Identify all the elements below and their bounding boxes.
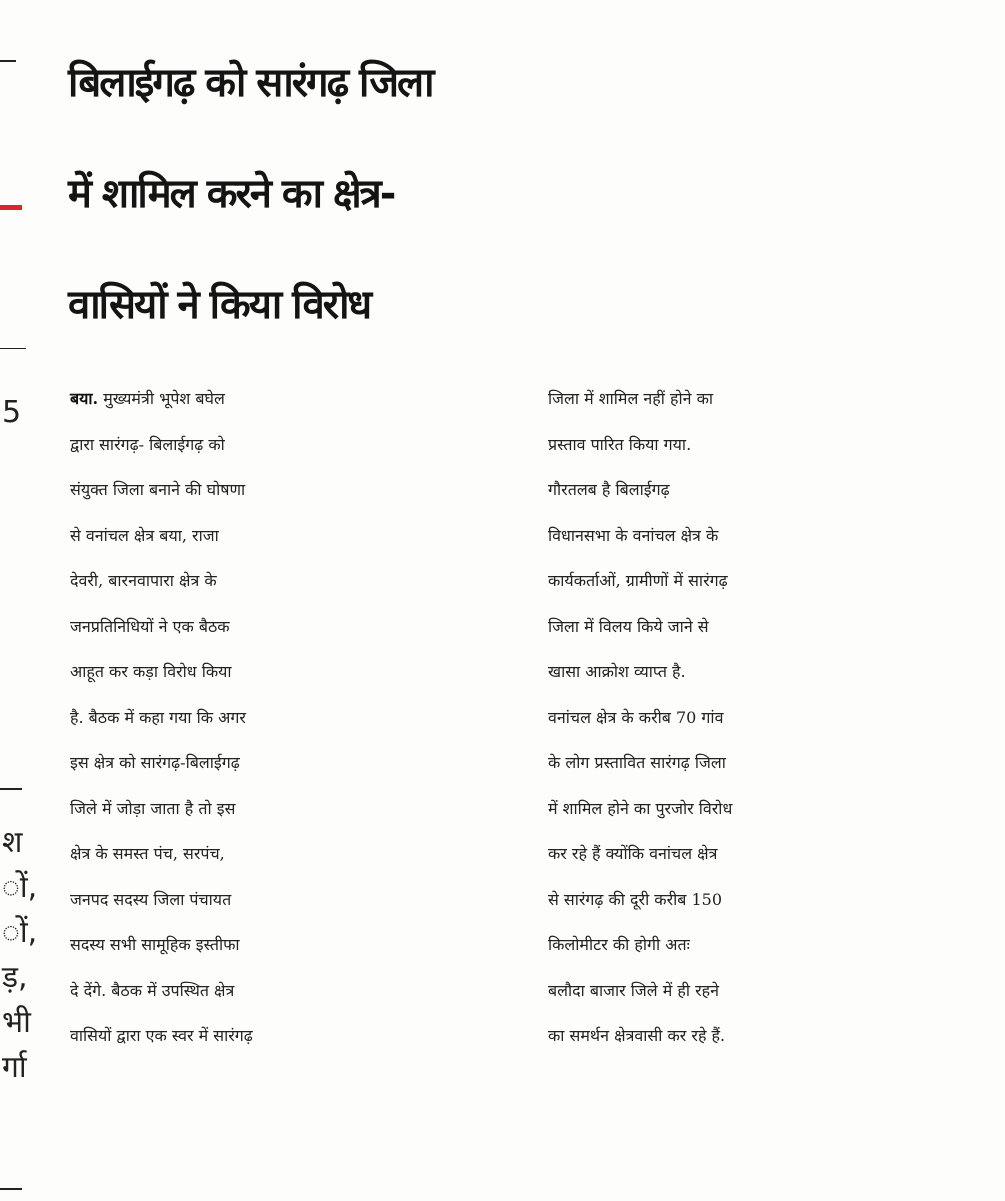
body-line: क्षेत्र के समस्त पंच, सरपंच, xyxy=(70,844,225,863)
body-line: संयुक्त जिला बनाने की घोषणा xyxy=(70,480,246,499)
body-line: किलोमीटर की होगी अतः xyxy=(548,935,690,954)
article-body-right-column xyxy=(548,376,998,1059)
body-line: इस क्षेत्र को सारंगढ़-बिलाईगढ़ xyxy=(70,753,240,772)
body-line: प्रस्ताव पारित किया गया. xyxy=(548,434,692,454)
previous-column-fragment: 5 xyxy=(2,395,22,430)
body-line: के लोग प्रस्तावित सारंगढ़ जिला xyxy=(548,753,726,772)
body-line xyxy=(70,376,520,422)
body-line: कार्यकर्ताओं, ग्रामीणों में सारंगढ़ xyxy=(548,571,728,590)
column-divider xyxy=(0,348,26,349)
body-line: से वनांचल क्षेत्र बया, राजा xyxy=(70,525,219,545)
body-line: आहूत कर कड़ा विरोध किया xyxy=(70,662,232,681)
body-line: देवरी, बारनवापारा क्षेत्र के xyxy=(70,571,217,590)
body-line: बलौदा बाजार जिले में ही रहने xyxy=(548,980,720,1000)
body-line: गौरतलब है बिलाईगढ़ xyxy=(548,480,670,499)
body-line: से सारंगढ़ की दूरी करीब 150 xyxy=(548,889,723,909)
previous-column-fragment: श xyxy=(2,825,23,860)
headline-line: में शामिल करने का क्षेत्र- xyxy=(68,171,395,217)
previous-column-fragment: ों, xyxy=(2,870,38,905)
previous-column-fragment: ों, xyxy=(2,915,38,950)
body-line: खासा आक्रोश व्याप्त है. xyxy=(548,662,686,681)
headline-line: वासियों ने किया विरोध xyxy=(68,282,371,328)
body-line: वासियों द्वारा एक स्वर में सारंगढ़ xyxy=(70,1026,253,1045)
headline-line: बिलाईगढ़ को सारंगढ़ जिला xyxy=(68,60,433,106)
previous-column-fragment: ड़, xyxy=(2,960,28,995)
body-line: का समर्थन क्षेत्रवासी कर रहे हैं. xyxy=(548,1026,726,1045)
column-divider xyxy=(0,1188,22,1190)
column-divider xyxy=(0,788,22,790)
body-line: वनांचल क्षेत्र के करीब 70 गांव xyxy=(548,707,724,727)
body-line: कर रहे हैं क्योंकि वनांचल क्षेत्र xyxy=(548,844,718,863)
dateline: बया. xyxy=(70,389,99,408)
red-accent-rule xyxy=(0,205,22,210)
body-line: जिला में विलय किये जाने से xyxy=(548,616,709,636)
body-line: जनप्रतिनिधियों ने एक बैठक xyxy=(70,616,230,636)
body-line: विधानसभा के वनांचल क्षेत्र के xyxy=(548,525,719,545)
previous-column-fragment: र्गा xyxy=(2,1050,27,1085)
body-line: जिला में शामिल नहीं होने का xyxy=(548,389,714,408)
article-headline xyxy=(68,28,998,361)
body-line: सदस्य सभी सामूहिक इस्तीफा xyxy=(70,935,240,954)
column-divider xyxy=(0,60,16,62)
body-line: में शामिल होने का पुरजोर विरोध xyxy=(548,798,733,818)
body-line: है. बैठक में कहा गया कि अगर xyxy=(70,707,246,727)
body-line: द्वारा सारंगढ़- बिलाईगढ़ को xyxy=(70,434,225,454)
previous-article-column xyxy=(0,0,40,1201)
article-body-left-column xyxy=(70,376,520,1059)
body-line: जनपद सदस्य जिला पंचायत xyxy=(70,889,232,909)
body-line-text: मुख्यमंत्री भूपेश बघेल xyxy=(98,389,225,408)
body-line: दे देंगे. बैठक में उपस्थित क्षेत्र xyxy=(70,980,235,1000)
previous-column-fragment: भी xyxy=(2,1005,31,1040)
body-line: जिले में जोड़ा जाता है तो इस xyxy=(70,798,236,818)
